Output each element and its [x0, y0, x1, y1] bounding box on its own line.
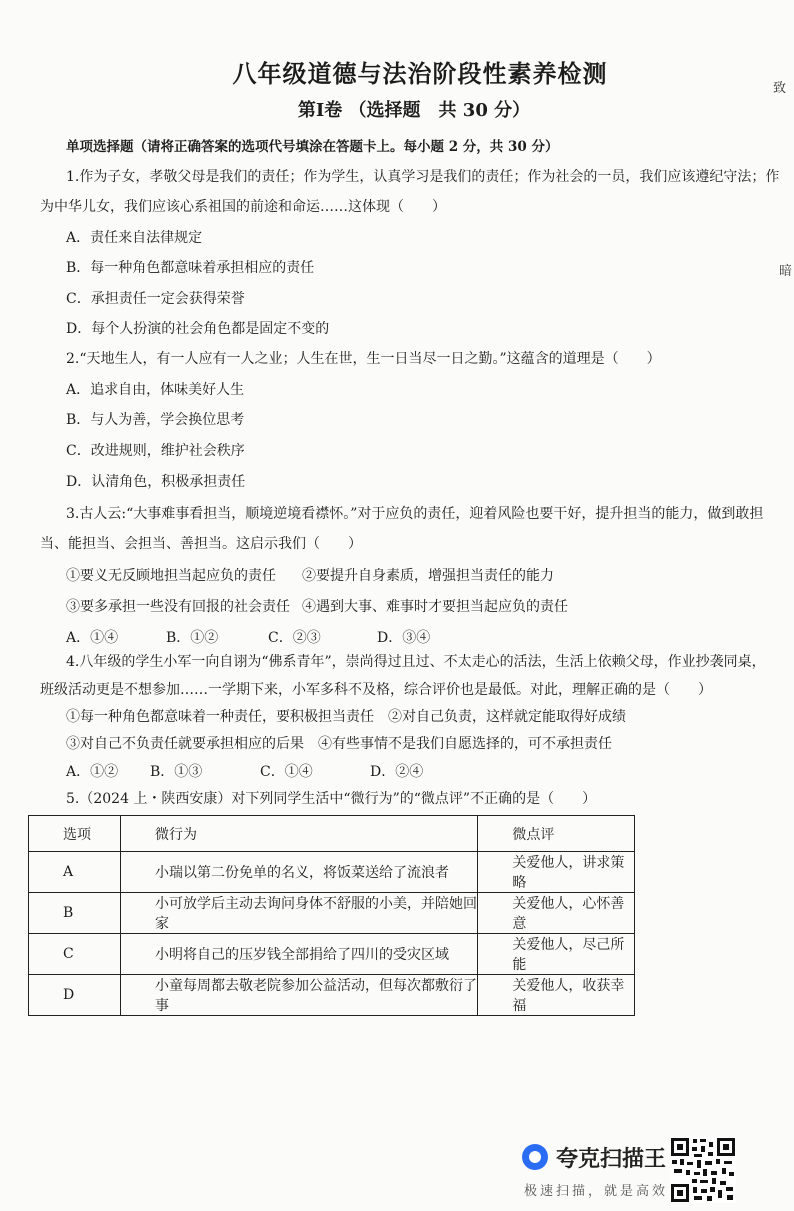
table-cell-behavior: 小可放学后主动去询问身体不舒服的小美，并陪她回家 [121, 893, 478, 934]
edge-char-top: 致 [773, 81, 787, 96]
q2-option-b: B．与人为善，学会换位思考 [66, 412, 245, 428]
table-cell-comment: 关爱他人，尽己所能 [478, 934, 635, 975]
instructions: 单项选择题（请将正确答案的选项代号填涂在答题卡上。每小题 2 分，共 30 分） [66, 139, 559, 155]
q3-choice-c: C．②③ [268, 630, 321, 646]
q4-statements-row2: ③对自己不负责任就要承担相应的后果 ④有些事情不是我们自愿选择的，可不承担责任 [66, 736, 612, 752]
table-cell-behavior: 小童每周都去敬老院参加公益活动，但每次都敷衍了事 [121, 975, 478, 1016]
table-cell-comment: 关爱他人，收获幸福 [478, 975, 635, 1016]
q3-statement-2: ②要提升自身素质，增强担当责任的能力 [302, 568, 554, 584]
q2-stem: 2.“天地生人，有一人应有一人之业；人生在世，生一日当尽一日之勤。”这蕴含的道理是（ ） [66, 351, 661, 367]
table-header-behavior: 微行为 [121, 816, 478, 852]
q4-stem-line2: 班级活动更是不想参加……一学期下来，小军多科不及格，综合评价也是最低。对此，理解正确的是（ ） [40, 682, 712, 698]
q2-option-a: A．追求自由，体味美好人生 [66, 382, 245, 398]
q4-statements-row1: ①每一种角色都意味着一种责任，要积极担当责任 ②对自己负责，这样就定能取得好成绩 [66, 709, 626, 725]
table-row [29, 893, 635, 934]
exam-title: 八年级道德与法治阶段性素养检测 [232, 59, 608, 88]
q1-stem-line1: 1.作为子女，孝敬父母是我们的责任；作为学生，认真学习是我们的责任；作为社会的一员，我们应该遵纪守法；作 [66, 169, 780, 185]
edge-char-mid: 暗 [779, 264, 793, 279]
table-cell-behavior: 小明将自己的压岁钱全部捐给了四川的受灾区域 [121, 934, 478, 975]
q1-stem-line2: 为中华儿女，我们应该心系祖国的前途和命运……这体现（ ） [40, 199, 446, 215]
table-cell-behavior: 小瑞以第二份免单的名义，将饭菜送给了流浪者 [121, 852, 478, 893]
table-cell-option: B [29, 893, 121, 934]
q5-table [28, 815, 635, 1016]
q2-option-d: D．认清角色，积极承担责任 [66, 474, 246, 490]
table-header-comment: 微点评 [478, 816, 635, 852]
q3-choice-b: B．①② [166, 630, 219, 646]
q1-option-b: B．每一种角色都意味着承担相应的责任 [66, 260, 315, 276]
q3-choice-d: D．③④ [377, 630, 431, 646]
table-cell-option: D [29, 975, 121, 1016]
table-cell-option: C [29, 934, 121, 975]
table-cell-option: A [29, 852, 121, 893]
q4-stem-line1: 4.八年级的学生小军一向自诩为“佛系青年”，崇尚得过且过、不太走心的活法，生活上依赖父母，作业抄袭同桌， [66, 654, 766, 670]
q2-option-c: C．改进规则，维护社会秩序 [66, 443, 245, 459]
q3-statement-4: ④遇到大事、难事时才要担当起应负的责任 [302, 599, 568, 615]
table-cell-comment: 关爱他人，讲求策略 [478, 852, 635, 893]
scanner-slogan: 极速扫描，就是高效 [524, 1184, 669, 1199]
q3-stem-line2: 当、能担当、会担当、善担当。这启示我们（ ） [40, 536, 362, 552]
table-cell-comment: 关爱他人，心怀善意 [478, 893, 635, 934]
table-header-row [29, 816, 635, 852]
q3-statement-1: ①要义无反顾地担当起应负的责任 [66, 568, 276, 584]
table-row [29, 975, 635, 1016]
q4-choice-c: C．①④ [260, 764, 313, 780]
q4-choice-b: B．①③ [150, 764, 203, 780]
scanner-app-name: 夸克扫描王 [556, 1147, 667, 1172]
table-header-option: 选项 [29, 816, 121, 852]
scanner-logo-icon [522, 1144, 548, 1170]
q3-statement-3: ③要多承担一些没有回报的社会责任 [66, 599, 290, 615]
q3-choice-a: A．①④ [66, 630, 119, 646]
q5-stem: 5.（2024 上・陕西安康）对下列同学生活中“微行为”的“微点评”不正确的是（ ） [66, 791, 597, 807]
q4-choice-d: D．②④ [370, 764, 424, 780]
q1-option-a: A．责任来自法律规定 [66, 230, 203, 246]
table-row [29, 852, 635, 893]
q3-stem-line1: 3.古人云:“大事难事看担当，顺境逆境看襟怀。”对于应负的责任，迎着风险也要干好，提升担当的能力，做到敢担 [66, 506, 764, 522]
table-row [29, 934, 635, 975]
q4-choice-a: A．①② [66, 764, 119, 780]
qr-code-icon [670, 1137, 736, 1203]
q1-option-c: C．承担责任一定会获得荣誉 [66, 291, 245, 307]
q1-option-d: D．每个人扮演的社会角色都是固定不变的 [66, 321, 330, 337]
section-title: 第Ⅰ卷 （选择题 共 30 分） [297, 100, 531, 121]
